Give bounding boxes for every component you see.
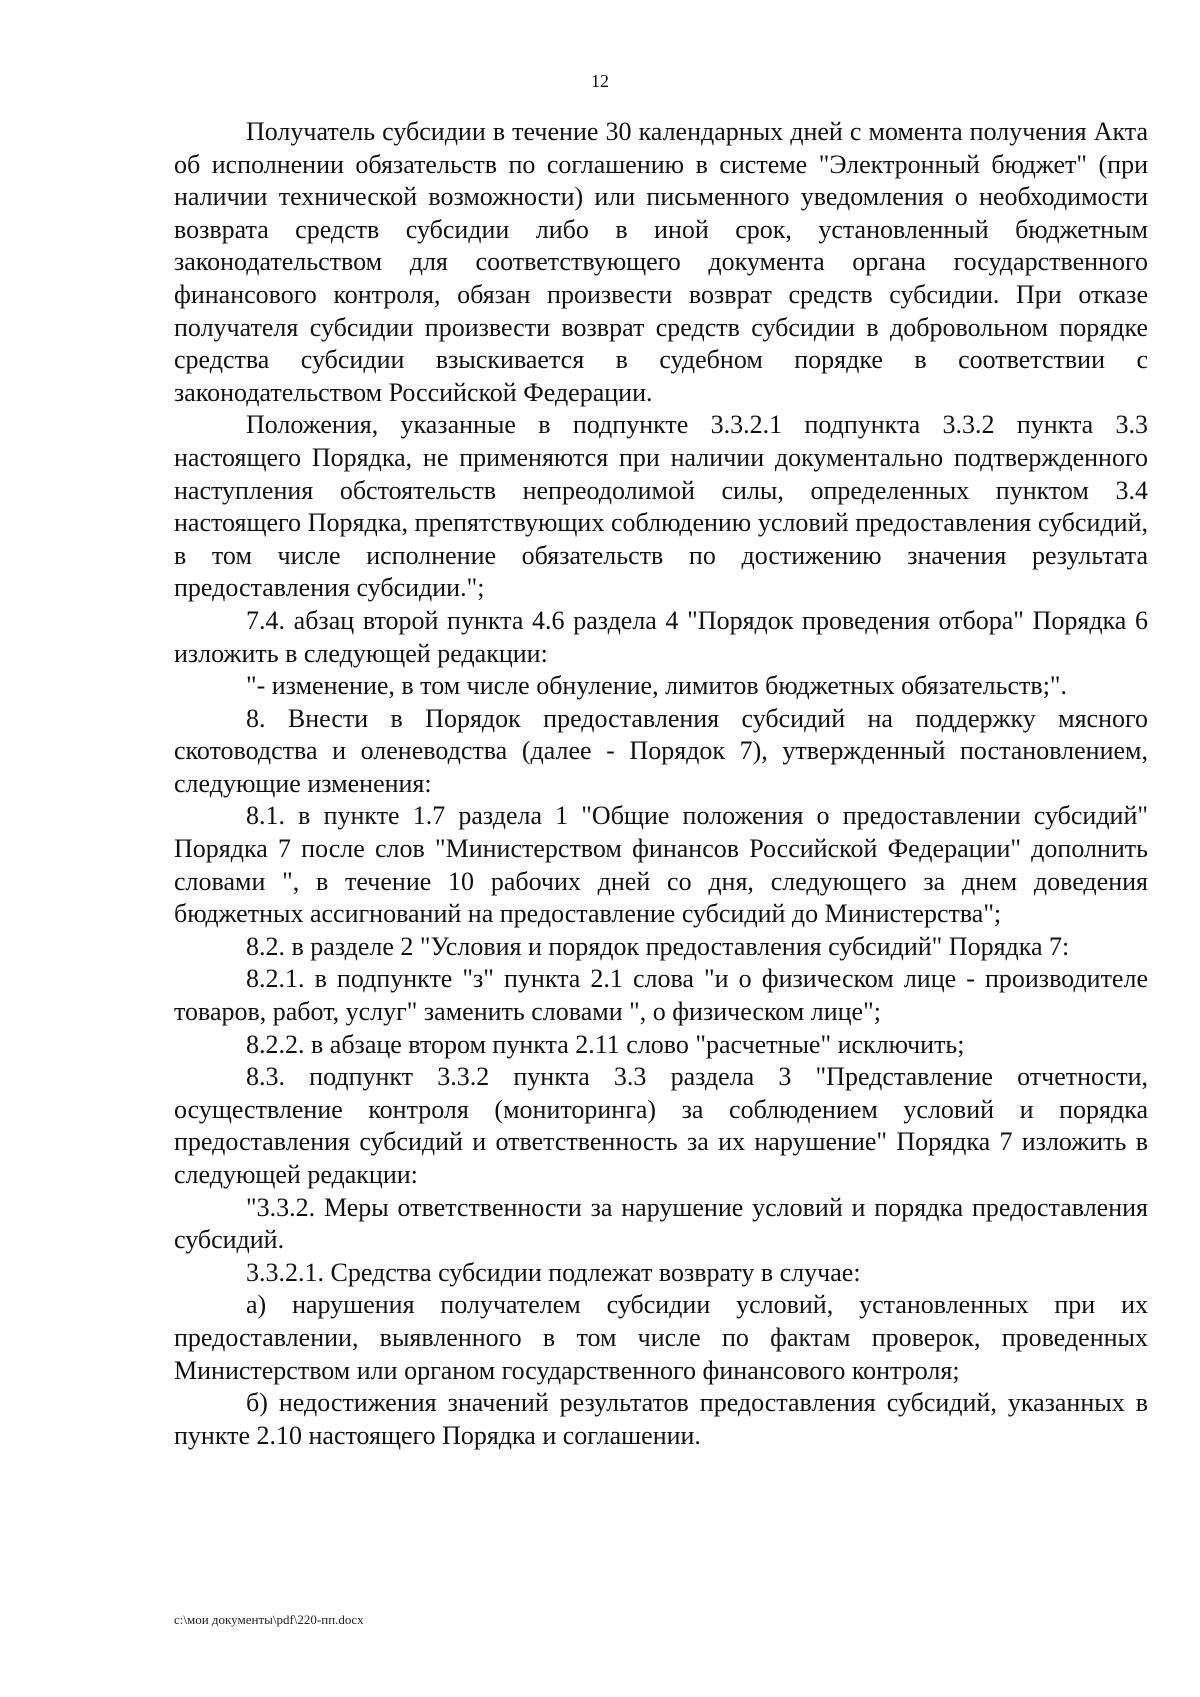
- paragraph-7-4-quote: "- изменение, в том числе обнуление, лимитов бюджетных обязательств;".: [246, 671, 1068, 701]
- paragraph-8-2-2: 8.2.2. в абзаце втором пункта 2.11 слово "расчетные" исключить;: [246, 1029, 965, 1059]
- paragraph-item-b: б) недостижения значений результатов предоставления субсидий, указанных в пункте 2.10 настоящего Порядка и соглашении.: [174, 1388, 1148, 1450]
- paragraph-force-majeure: Положения, указанные в подпункте 3.3.2.1 подпункта 3.3.2 пункта 3.3 настоящего Порядка, не применяются при наличии документально подтвержденного наступления обстоятельств непреодолимой силы, определенных пунктом 3.4 настоящего Порядка, препятствующих соблюдению условий предоставления субсидий, в том числе исполнение обязательств по достижению значения результата предоставления субсидии.";: [174, 410, 1148, 603]
- paragraph-8: 8. Внести в Порядок предоставления субсидий на поддержку мясного скотоводства и оленеводства (далее - Порядок 7), утвержденный постановлением, следующие изменения:: [174, 703, 1148, 798]
- page-number: 12: [591, 71, 609, 91]
- paragraph-subsidy-return: Получатель субсидии в течение 30 календарных дней с момента получения Акта об исполнении обязательств по соглашению в системе "Электронный бюджет" (при наличии технической возможности) или письменного уведомления о необходимости возврата средств субсидии либо в иной срок, установленный бюджетным законодательством для соответствующего документа органа государственного финансового контроля, обязан произвести возврат средств субсидии. При отказе получателя субсидии произвести возврат средств субсидии в добровольном порядке средства субсидии взыскивается в судебном порядке в соответствии с законодательством Российской Федерации.: [174, 117, 1148, 407]
- paragraph-3-3-2-1: 3.3.2.1. Средства субсидии подлежат возврату в случае:: [246, 1257, 861, 1287]
- paragraph-8-1: 8.1. в пункте 1.7 раздела 1 "Общие положения о предоставлении субсидий" Порядка 7 после слов "Министерством финансов Российской Федерации" дополнить словами ", в течение 10 рабочих дней со дня, следующего за днем доведения бюджетных ассигнований на предоставление субсидий до Министерства";: [174, 801, 1148, 929]
- paragraph-8-3: 8.3. подпункт 3.3.2 пункта 3.3 раздела 3 "Представление отчетности, осуществление контроля (мониторинга) за соблюдением условий и порядка предоставления субсидий и ответственность за их нарушение" Порядка 7 изложить в следующей редакции:: [174, 1062, 1148, 1189]
- paragraph-3-3-2: "3.3.2. Меры ответственности за нарушение условий и порядка предоставления субсидий.: [174, 1192, 1148, 1255]
- paragraph-8-2-1: 8.2.1. в подпункте "з" пункта 2.1 слова "и о физическом лице - производителе товаров, работ, услуг" заменить словами ", о физическом лице";: [174, 964, 1148, 1027]
- footer-file-path: c:\мои документы\pdf\220-пп.docx: [174, 1612, 364, 1627]
- paragraph-7-4: 7.4. абзац второй пункта 4.6 раздела 4 "Порядок проведения отбора" Порядка 6 изложить в следующей редакции:: [174, 605, 1148, 668]
- document-body: [174, 116, 1148, 1452]
- paragraph-item-a: а) нарушения получателем субсидии условий, установленных при их предоставлении, выявленного в том числе по фактам проверок, проведенных Министерством или органом государственного финансового контроля;: [174, 1290, 1148, 1385]
- paragraph-8-2: 8.2. в разделе 2 "Условия и порядок предоставления субсидий" Порядка 7:: [246, 931, 1070, 961]
